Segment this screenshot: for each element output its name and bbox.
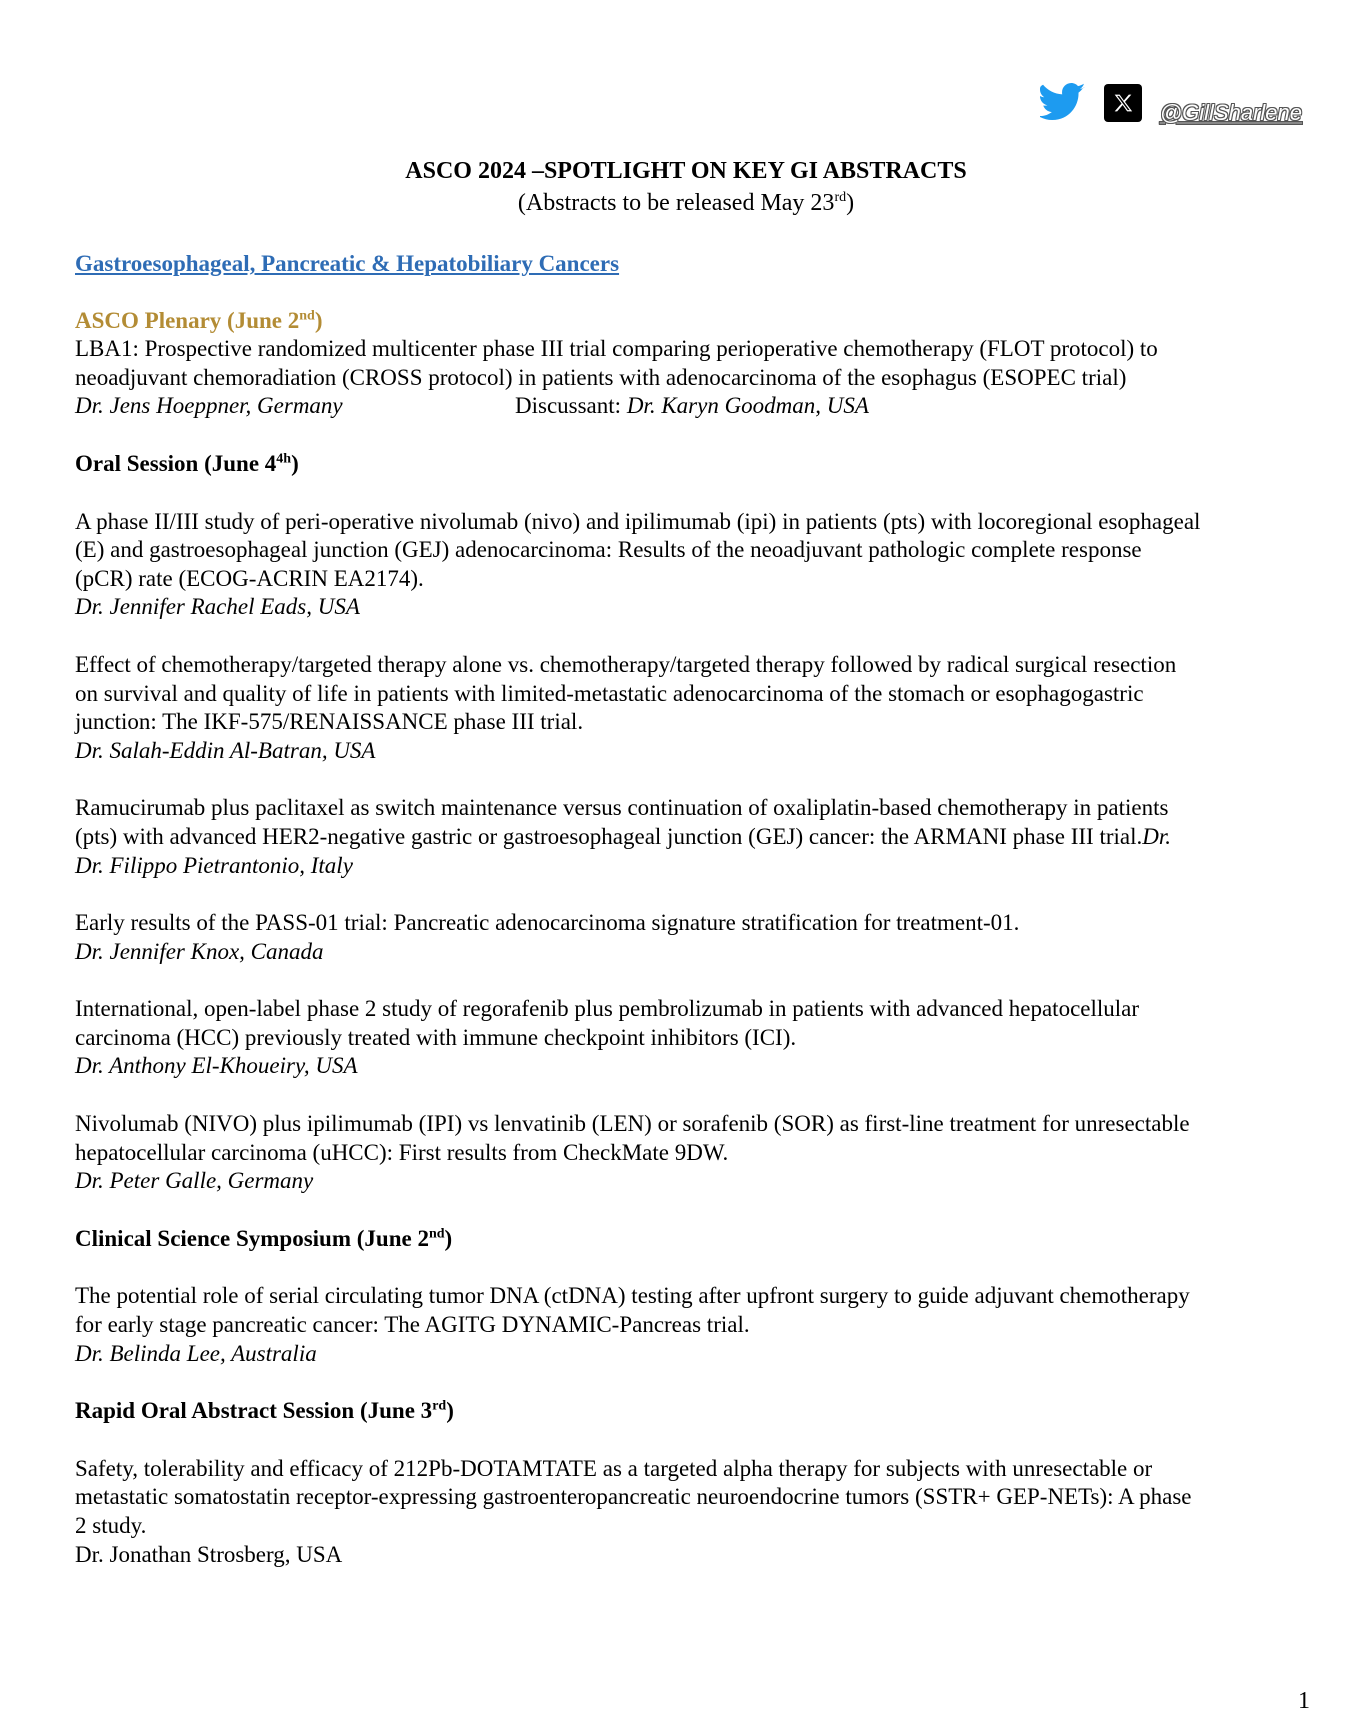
abstract-item: [75, 909, 1315, 966]
abstract-item: [75, 508, 1315, 622]
abstract-author: Dr. Salah-Eddin Al-Batran, USA: [75, 737, 376, 763]
abstract-title-line: hepatocellular carcinoma (uHCC): First results from CheckMate 9DW.: [75, 1139, 729, 1165]
abstract-item: [75, 794, 1315, 880]
abstract-title-line: metastatic somatostatin receptor-expressing gastroenteropancreatic neuroendocrine tumors (SSTR+ GEP-NETs): A phase: [75, 1484, 1192, 1510]
rapid-oral-heading: Rapid Oral Abstract Session (June 3rd): [75, 1398, 454, 1424]
discussant: Discussant: Dr. Karyn Goodman, USA: [515, 393, 869, 419]
abstract-author: Dr. Jonathan Strosberg, USA: [75, 1541, 343, 1567]
section-title-link[interactable]: Gastroesophageal, Pancreatic & Hepatobiliary Cancers: [75, 251, 620, 276]
abstract-author: Dr. Peter Galle, Germany: [75, 1168, 314, 1194]
social-header: [1040, 78, 1302, 126]
document-body: [75, 250, 1315, 1569]
abstract-title-line: LBA1: Prospective randomized multicenter phase III trial comparing perioperative chemotherapy (FLOT protocol) to: [75, 336, 1158, 362]
abstract-title-line: junction: The IKF-575/RENAISSANCE phase III trial.: [75, 709, 584, 735]
abstract-author: Dr. Anthony El-Khoueiry, USA: [75, 1053, 358, 1079]
abstract-title-line: (E) and gastroesophageal junction (GEJ) adenocarcinoma: Results of the neoadjuvant pathologic complete response: [75, 537, 1142, 563]
abstract-title-line: carcinoma (HCC) previously treated with immune checkpoint inhibitors (ICI).: [75, 1024, 797, 1050]
abstract-title-line: Ramucirumab plus paclitaxel as switch maintenance versus continuation of oxaliplatin-based chemotherapy in patients: [75, 795, 1169, 821]
twitter-bird-icon: [1040, 82, 1086, 122]
abstract-title-line: Early results of the PASS-01 trial: Pancreatic adenocarcinoma signature stratification for treatment-01.: [75, 910, 1020, 936]
abstract-title-line: on survival and quality of life in patients with limited-metastatic adenocarcinoma of the stomach or esophagogastric: [75, 680, 1144, 706]
abstract-author: Dr. Jennifer Rachel Eads, USA: [75, 594, 360, 620]
rapid-oral-section: [75, 1397, 1315, 1569]
abstract-title-line: International, open-label phase 2 study of regorafenib plus pembrolizumab in patients with advanced hepatocellular: [75, 996, 1140, 1022]
abstract-item: [75, 1110, 1315, 1196]
symposium-section: [75, 1225, 1315, 1368]
abstract-title-line: 2 study.: [75, 1513, 147, 1538]
page-subtitle: (Abstracts to be released May 23rd): [517, 190, 855, 216]
plenary-section: [75, 307, 1315, 421]
abstract-title-line: Nivolumab (NIVO) plus ipilimumab (IPI) vs lenvatinib (LEN) or sorafenib (SOR) as first-line treatment for unresectable: [75, 1111, 1190, 1137]
x-logo-icon: [1104, 84, 1142, 122]
abstract-title-line: (pCR) rate (ECOG-ACRIN EA2174).: [75, 565, 424, 591]
abstract-author: Dr. Jennifer Knox, Canada: [75, 938, 324, 964]
author-line: [75, 392, 1315, 421]
abstract-title-line: neoadjuvant chemoradiation (CROSS protocol) in patients with adenocarcinoma of the esophagus (ESOPEC trial): [75, 364, 1127, 390]
abstract-title-line: for early stage pancreatic cancer: The AGITG DYNAMIC-Pancreas trial.: [75, 1312, 750, 1338]
page-title: ASCO 2024 –SPOTLIGHT ON KEY GI ABSTRACTS: [405, 158, 967, 184]
abstract-title-line: The potential role of serial circulating tumor DNA (ctDNA) testing after upfront surgery to guide adjuvant chemotherapy: [75, 1283, 1190, 1309]
abstract-author: Dr. Belinda Lee, Australia: [75, 1340, 317, 1366]
oral-session-section: [75, 450, 1315, 1196]
abstract-title-line: Effect of chemotherapy/targeted therapy alone vs. chemotherapy/targeted therapy followed by radical surgical resection: [75, 651, 1177, 677]
abstract-author: Dr. Filippo Pietrantonio, Italy: [75, 852, 353, 878]
abstract-title-line: Safety, tolerability and efficacy of 212Pb-DOTAMTATE as a targeted alpha therapy for subjects with unresectable or: [75, 1455, 1153, 1481]
twitter-handle-link[interactable]: @GillSharlene: [1159, 100, 1302, 125]
page-number: 1: [1298, 1688, 1310, 1714]
oral-session-heading: Oral Session (June $4^{4h}$): [75, 450, 299, 476]
abstract-title-line: (pts) with advanced HER2-negative gastric or gastroesophageal junction (GEJ) cancer: the ARMANI phase III trial.Dr.: [75, 823, 1171, 849]
abstract-item: [75, 651, 1315, 765]
symposium-heading: Clinical Science Symposium (June 2nd): [75, 1225, 453, 1251]
abstract-author: Dr. Jens Hoeppner, Germany: [75, 393, 343, 419]
plenary-heading: ASCO Plenary (June 2nd): [75, 307, 323, 333]
abstract-item: [75, 995, 1315, 1081]
abstract-title-line: A phase II/III study of peri-operative nivolumab (nivo) and ipilimumab (ipi) in patients (pts) with locoregional esophageal: [75, 508, 1201, 534]
